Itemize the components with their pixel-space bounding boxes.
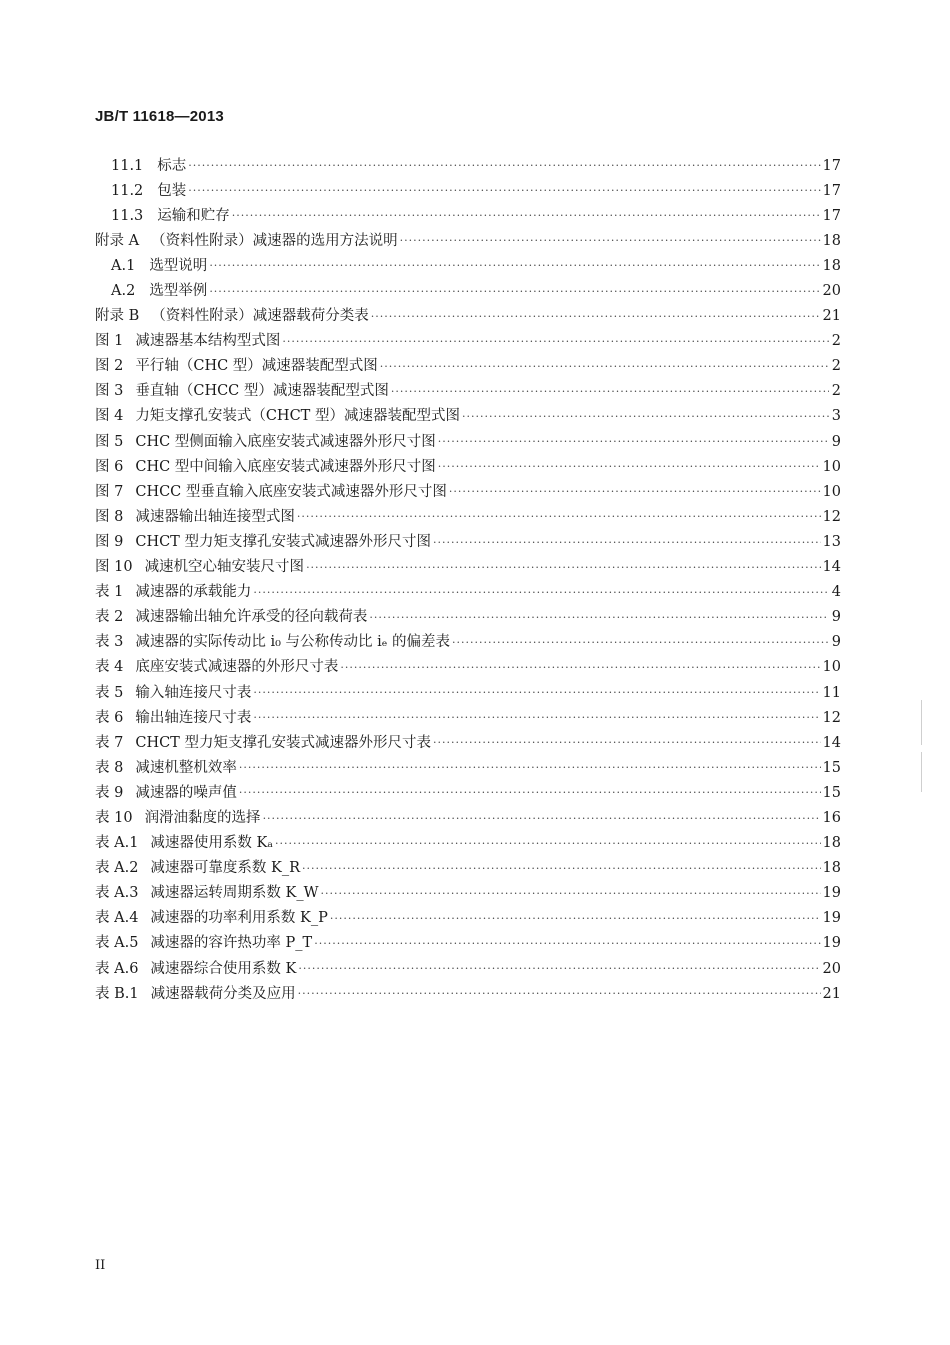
toc-entry[interactable]	[95, 504, 841, 529]
toc-entry-page: 14	[822, 734, 841, 751]
dot-leader	[263, 806, 821, 826]
toc-entry[interactable]	[95, 178, 841, 203]
toc-entry-page: 2	[831, 333, 841, 350]
dot-leader	[314, 931, 820, 951]
dot-leader	[433, 730, 821, 750]
toc-entry[interactable]	[95, 881, 841, 906]
toc-entry-page: 19	[822, 910, 841, 927]
toc-entry[interactable]	[95, 856, 841, 881]
toc-entry-title: CHC 型侧面输入底座安装式减速器外形尺寸图	[135, 433, 436, 450]
toc-entry-label	[95, 607, 367, 627]
toc-entry-title: 运输和贮存	[157, 207, 230, 224]
dot-leader	[391, 379, 829, 399]
toc-entry[interactable]	[95, 755, 841, 780]
toc-entry-number: 附录 A	[95, 232, 140, 249]
toc-entry-label	[95, 457, 436, 477]
toc-entry-number: 11.1	[111, 157, 144, 174]
toc-entry-number: A.1	[111, 257, 136, 274]
toc-entry[interactable]	[95, 529, 841, 554]
toc-entry[interactable]	[95, 655, 841, 680]
toc-entry-title: 减速器载荷分类及应用	[150, 985, 296, 1002]
dot-leader	[253, 705, 820, 725]
toc-entry[interactable]	[95, 228, 841, 253]
toc-entry-title: 减速器的承载能力	[135, 584, 252, 601]
dot-leader	[433, 530, 821, 550]
standard-code: JB/T 11618—2013	[95, 108, 224, 125]
dot-leader	[275, 831, 821, 851]
toc-entry-label	[95, 356, 378, 376]
toc-entry-label	[95, 783, 237, 803]
dot-leader	[371, 304, 821, 324]
toc-entry-label	[95, 381, 389, 401]
toc-entry-number: 附录 B	[95, 308, 140, 325]
toc-entry-label	[95, 708, 251, 728]
dot-leader	[253, 680, 820, 700]
toc-entry-page: 10	[822, 458, 841, 475]
toc-entry-page: 14	[822, 559, 841, 576]
dot-leader	[298, 956, 820, 976]
toc-entry-number: 表 A.2	[95, 860, 139, 877]
toc-entry-title: 包装	[157, 182, 187, 199]
toc-entry-page: 17	[822, 182, 841, 199]
dot-leader	[282, 329, 829, 349]
dot-leader	[253, 580, 829, 600]
toc-entry-label	[95, 557, 304, 577]
toc-entry-number: 表 5	[95, 684, 124, 701]
toc-entry-number: 表 9	[95, 784, 124, 801]
toc-entry-title: （资料性附录）减速器载荷分类表	[151, 308, 369, 325]
scan-mark	[921, 752, 922, 792]
toc-entry-number: 表 3	[95, 634, 124, 651]
toc-entry-number: 图 7	[95, 483, 124, 500]
toc-entry-page: 18	[822, 257, 841, 274]
toc-entry-page: 18	[822, 232, 841, 249]
toc-entry-page: 2	[831, 358, 841, 375]
toc-entry-label	[95, 833, 273, 853]
toc-entry-number: 表 7	[95, 734, 124, 751]
toc-entry-number: 图 5	[95, 433, 124, 450]
toc-entry-number: 图 4	[95, 408, 124, 425]
toc-entry-page: 11	[822, 684, 841, 701]
dot-leader	[449, 479, 821, 499]
toc-entry[interactable]	[95, 831, 841, 856]
toc-entry[interactable]	[95, 203, 841, 228]
dot-leader	[438, 454, 821, 474]
toc-entry[interactable]	[95, 906, 841, 931]
toc-entry-page: 10	[822, 483, 841, 500]
toc-entry-number: 表 4	[95, 659, 124, 676]
toc-entry-number: 图 9	[95, 533, 124, 550]
toc-entry[interactable]	[95, 153, 841, 178]
toc-entry-number: 表 2	[95, 609, 124, 626]
toc-entry-page: 18	[822, 860, 841, 877]
toc-entry-label	[95, 482, 447, 502]
toc-entry-title: 选型举例	[149, 283, 208, 300]
toc-entry[interactable]	[95, 805, 841, 830]
dot-leader	[188, 153, 820, 173]
toc-entry-page: 19	[822, 885, 841, 902]
toc-entry[interactable]	[95, 705, 841, 730]
toc-entry[interactable]	[95, 304, 841, 329]
toc-entry-title: 选型说明	[149, 257, 208, 274]
toc-entry-page: 15	[822, 759, 841, 776]
toc-entry-title: （资料性附录）减速器的选用方法说明	[151, 232, 398, 249]
toc-entry-page: 13	[822, 533, 841, 550]
dot-leader	[232, 203, 821, 223]
dot-leader	[369, 605, 829, 625]
toc-entry[interactable]	[95, 780, 841, 805]
toc-entry-number: 表 1	[95, 584, 124, 601]
toc-entry-page: 17	[822, 157, 841, 174]
toc-entry[interactable]	[95, 981, 841, 1006]
toc-entry-number: 表 6	[95, 709, 124, 726]
dot-leader	[452, 630, 829, 650]
toc-entry-number: 图 6	[95, 458, 124, 475]
toc-entry-title: CHCC 型垂直输入底座安装式减速器外形尺寸图	[135, 483, 447, 500]
toc-entry[interactable]	[95, 479, 841, 504]
toc-entry-number: 11.2	[111, 182, 144, 199]
toc-entry-title: 平行轴（CHC 型）减速器装配型式图	[135, 358, 378, 375]
toc-entry-page: 21	[822, 985, 841, 1002]
table-of-contents	[95, 153, 841, 1006]
toc-entry-title: 输出轴连接尺寸表	[135, 709, 252, 726]
toc-entry-label	[95, 933, 312, 953]
toc-entry-title: CHCT 型力矩支撑孔安装式减速器外形尺寸表	[135, 734, 431, 751]
dot-leader	[321, 881, 821, 901]
toc-entry-label	[95, 959, 296, 979]
toc-entry-title: 输入轴连接尺寸表	[135, 684, 252, 701]
toc-entry-label	[95, 532, 431, 552]
dot-leader	[188, 178, 820, 198]
toc-entry-title: 减速器输出轴允许承受的径向载荷表	[135, 609, 368, 626]
toc-entry-label	[95, 231, 398, 251]
toc-entry[interactable]	[95, 404, 841, 429]
toc-entry-title: 润滑油黏度的选择	[144, 809, 261, 826]
toc-entry-number: 表 A.1	[95, 835, 139, 852]
toc-entry-page: 9	[831, 634, 841, 651]
toc-entry-page: 12	[822, 508, 841, 525]
toc-entry-label	[95, 858, 300, 878]
toc-entry-label	[111, 206, 230, 226]
toc-entry-number: 表 A.3	[95, 885, 139, 902]
dot-leader	[438, 429, 829, 449]
toc-entry-title: 垂直轴（CHCC 型）减速器装配型式图	[135, 383, 389, 400]
toc-entry-label	[95, 406, 460, 426]
toc-entry-label	[111, 156, 186, 176]
toc-entry-number: 表 10	[95, 809, 133, 826]
toc-entry-number: 表 B.1	[95, 985, 139, 1002]
toc-entry[interactable]	[95, 931, 841, 956]
toc-entry-title: 力矩支撑孔安装式（CHCT 型）减速器装配型式图	[135, 408, 460, 425]
toc-entry[interactable]	[95, 680, 841, 705]
toc-entry-number: 图 8	[95, 508, 124, 525]
toc-entry-label	[95, 683, 251, 703]
dot-leader	[340, 655, 820, 675]
toc-entry[interactable]	[95, 555, 841, 580]
toc-entry-title: CHCT 型力矩支撑孔安装式减速器外形尺寸图	[135, 533, 431, 550]
toc-entry-number: 图 10	[95, 559, 133, 576]
dot-leader	[297, 504, 821, 524]
toc-entry-page: 10	[822, 659, 841, 676]
toc-entry-title: 减速器输出轴连接型式图	[135, 508, 295, 525]
toc-entry-number: 图 1	[95, 333, 124, 350]
toc-entry-page: 2	[831, 383, 841, 400]
toc-entry-number: A.2	[111, 283, 136, 300]
toc-entry-label	[95, 733, 431, 753]
dot-leader	[209, 253, 820, 273]
toc-entry-number: 11.3	[111, 207, 144, 224]
toc-entry-label	[95, 808, 261, 828]
toc-entry[interactable]	[95, 278, 841, 303]
toc-entry-page: 4	[831, 584, 841, 601]
dot-leader	[330, 906, 821, 926]
toc-entry-title: 底座安装式减速器的外形尺寸表	[135, 659, 339, 676]
toc-entry-page: 12	[822, 709, 841, 726]
dot-leader	[400, 228, 821, 248]
toc-entry-label	[111, 181, 186, 201]
toc-entry-page: 16	[822, 809, 841, 826]
toc-entry-label	[95, 306, 369, 326]
toc-entry-number: 表 A.5	[95, 935, 139, 952]
toc-entry-label	[95, 432, 436, 452]
toc-entry-label	[111, 256, 207, 276]
toc-entry-page: 9	[831, 433, 841, 450]
toc-entry-number: 表 A.4	[95, 910, 139, 927]
toc-entry[interactable]	[95, 956, 841, 981]
toc-entry[interactable]	[95, 454, 841, 479]
toc-entry-title: 减速器综合使用系数 K	[150, 960, 297, 977]
toc-entry-number: 表 A.6	[95, 960, 139, 977]
toc-entry[interactable]	[95, 605, 841, 630]
toc-entry-page: 21	[822, 308, 841, 325]
toc-entry-label	[95, 657, 338, 677]
toc-entry-title: 减速机空心轴安装尺寸图	[144, 559, 305, 576]
toc-entry-page: 17	[822, 207, 841, 224]
dot-leader	[302, 856, 821, 876]
toc-entry-title: 减速器可靠度系数 K_R	[150, 860, 301, 877]
dot-leader	[239, 755, 821, 775]
toc-entry-number: 表 8	[95, 759, 124, 776]
toc-entry-title: 标志	[157, 157, 187, 174]
toc-entry-page: 9	[831, 609, 841, 626]
toc-entry-page: 15	[822, 784, 841, 801]
toc-entry-label	[95, 758, 237, 778]
toc-entry[interactable]	[95, 379, 841, 404]
toc-entry-title: CHC 型中间输入底座安装式减速器外形尺寸图	[135, 458, 436, 475]
dot-leader	[239, 780, 821, 800]
toc-entry-label	[95, 883, 319, 903]
toc-entry-label	[95, 632, 450, 652]
toc-entry[interactable]	[95, 630, 841, 655]
toc-entry-number: 图 3	[95, 383, 124, 400]
dot-leader	[462, 404, 829, 424]
dot-leader	[209, 279, 820, 299]
toc-entry[interactable]	[95, 730, 841, 755]
toc-entry-page: 18	[822, 835, 841, 852]
dot-leader	[298, 981, 821, 1001]
toc-entry[interactable]	[95, 329, 841, 354]
toc-entry-title: 减速器运转周期系数 K_W	[150, 885, 319, 902]
scan-mark	[921, 700, 922, 745]
toc-entry-title: 减速器基本结构型式图	[135, 333, 281, 350]
toc-entry-label	[95, 582, 251, 602]
toc-entry-label	[95, 507, 295, 527]
toc-entry[interactable]	[95, 253, 841, 278]
dot-leader	[380, 354, 829, 374]
toc-entry-page: 19	[822, 935, 841, 952]
toc-entry[interactable]	[95, 354, 841, 379]
toc-entry-label	[95, 331, 280, 351]
toc-entry-title: 减速器的实际传动比 i₀ 与公称传动比 iₑ 的偏差表	[135, 634, 450, 651]
dot-leader	[306, 555, 820, 575]
toc-entry-label	[95, 908, 328, 928]
toc-entry-number: 图 2	[95, 358, 124, 375]
toc-entry-title: 减速器的容许热功率 P_T	[150, 935, 313, 952]
toc-entry-page: 3	[831, 408, 841, 425]
toc-entry-title: 减速器的功率利用系数 K_P	[150, 910, 328, 927]
toc-entry-title: 减速机整机效率	[135, 759, 237, 776]
toc-entry-title: 减速器使用系数 Kₐ	[150, 835, 273, 852]
toc-entry[interactable]	[95, 580, 841, 605]
toc-entry-page: 20	[822, 283, 841, 300]
toc-entry[interactable]	[95, 429, 841, 454]
toc-entry-title: 减速器的噪声值	[135, 784, 237, 801]
toc-entry-page: 20	[822, 960, 841, 977]
page-number: II	[95, 1258, 106, 1273]
toc-entry-label	[95, 984, 296, 1004]
toc-entry-label	[111, 281, 207, 301]
